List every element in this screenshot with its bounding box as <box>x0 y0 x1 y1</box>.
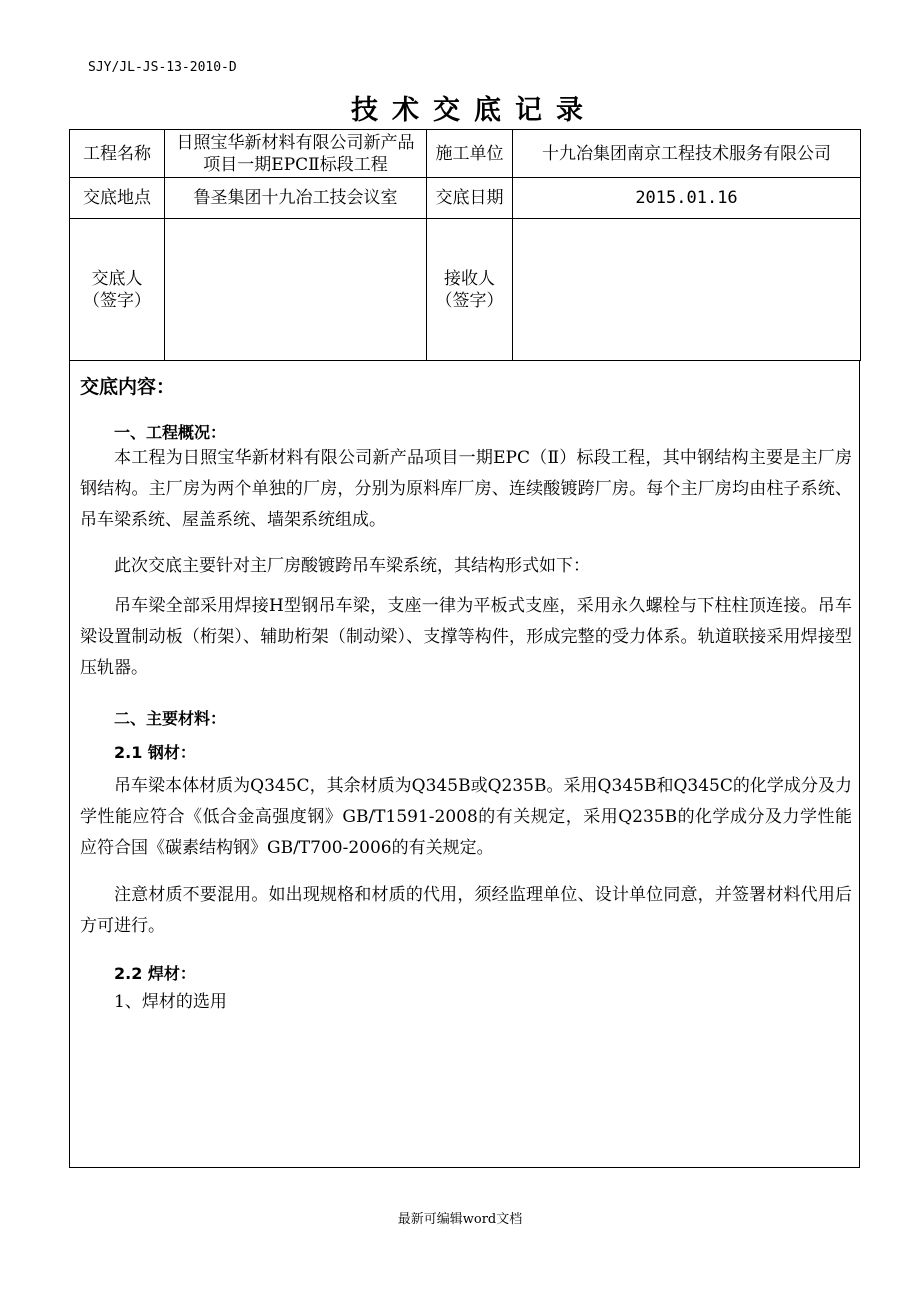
receiver-signature-field[interactable] <box>513 219 861 361</box>
table-row <box>70 219 861 361</box>
section-2-2-title: 2.2 焊材： <box>114 964 196 983</box>
table-row <box>70 130 861 178</box>
receiver-sign-note: （签字） <box>435 290 504 311</box>
section-1-paragraph-3: 吊车梁全部采用焊接H型钢吊车梁，支座一律为平板式支座，采用永久螺栓与下柱柱顶连接。吊车梁设置制动板（桁架）、辅助桁架（制动梁）、支撑等构件，形成完整的受力体系。轨道联接采用焊接型压轨器。 <box>80 596 852 678</box>
record-form-table <box>69 129 861 361</box>
section-2-1-paragraph-2: 注意材质不要混用。如出现规格和材质的代用，须经监理单位、设计单位同意，并签署材料代用后方可进行。 <box>80 885 852 936</box>
project-name-label: 工程名称 <box>70 130 165 178</box>
section-2-1-paragraph-1: 吊车梁本体材质为Q345C，其余材质为Q345B或Q235B。采用Q345B和Q345C的化学成分及力学性能应符合《低合金高强度钢》GB/T1591-2008的有关规定，采用Q235B的化学成分及力学性能应符合国《碳素结构钢》GB/T700-2006的有关规定。 <box>80 776 852 858</box>
date-value: 2015.01.16 <box>513 178 861 219</box>
section-2-2-item-1: 1、焊材的选用 <box>114 992 227 1012</box>
receiver-label: 接收人 <box>444 268 495 289</box>
receiver-label-cell <box>427 219 513 361</box>
content-section <box>69 360 860 1168</box>
section-1-paragraph-2: 此次交底主要针对主厂房酸镀跨吊车梁系统，其结构形式如下： <box>114 556 590 576</box>
section-2-1-title: 2.1 钢材： <box>114 743 196 762</box>
table-row <box>70 178 861 219</box>
contractor-value: 十九冶集团南京工程技术服务有限公司 <box>513 130 861 178</box>
section-1-title: 一、工程概况： <box>114 423 227 442</box>
presenter-label-cell <box>70 219 165 361</box>
section-1-paragraph-1: 本工程为日照宝华新材料有限公司新产品项目一期EPC（Ⅱ）标段工程，其中钢结构主要是主厂房钢结构。主厂房为两个单独的厂房，分别为原料库厂房、连续酸镀跨厂房。每个主厂房均由柱子系统、吊车梁系统、屋盖系统、墙架系统组成。 <box>80 448 852 530</box>
presenter-sign-note: （签字） <box>83 290 151 311</box>
content-heading: 交底内容： <box>80 376 176 398</box>
document-code: SJY/JL-JS-13-2010-D <box>88 60 237 75</box>
location-value: 鲁圣集团十九冶工技会议室 <box>165 178 427 219</box>
page-title: 技术交底记录 <box>351 95 597 126</box>
contractor-label: 施工单位 <box>427 130 513 178</box>
presenter-signature-field[interactable] <box>165 219 427 361</box>
location-label: 交底地点 <box>70 178 165 219</box>
section-2-title: 二、主要材料： <box>114 709 227 728</box>
page-footer: 最新可编辑word文档 <box>397 1212 523 1227</box>
presenter-label: 交底人 <box>91 268 143 289</box>
project-name-value: 日照宝华新材料有限公司新产品项目一期EPCⅡ标段工程 <box>165 130 427 178</box>
date-label: 交底日期 <box>427 178 513 219</box>
